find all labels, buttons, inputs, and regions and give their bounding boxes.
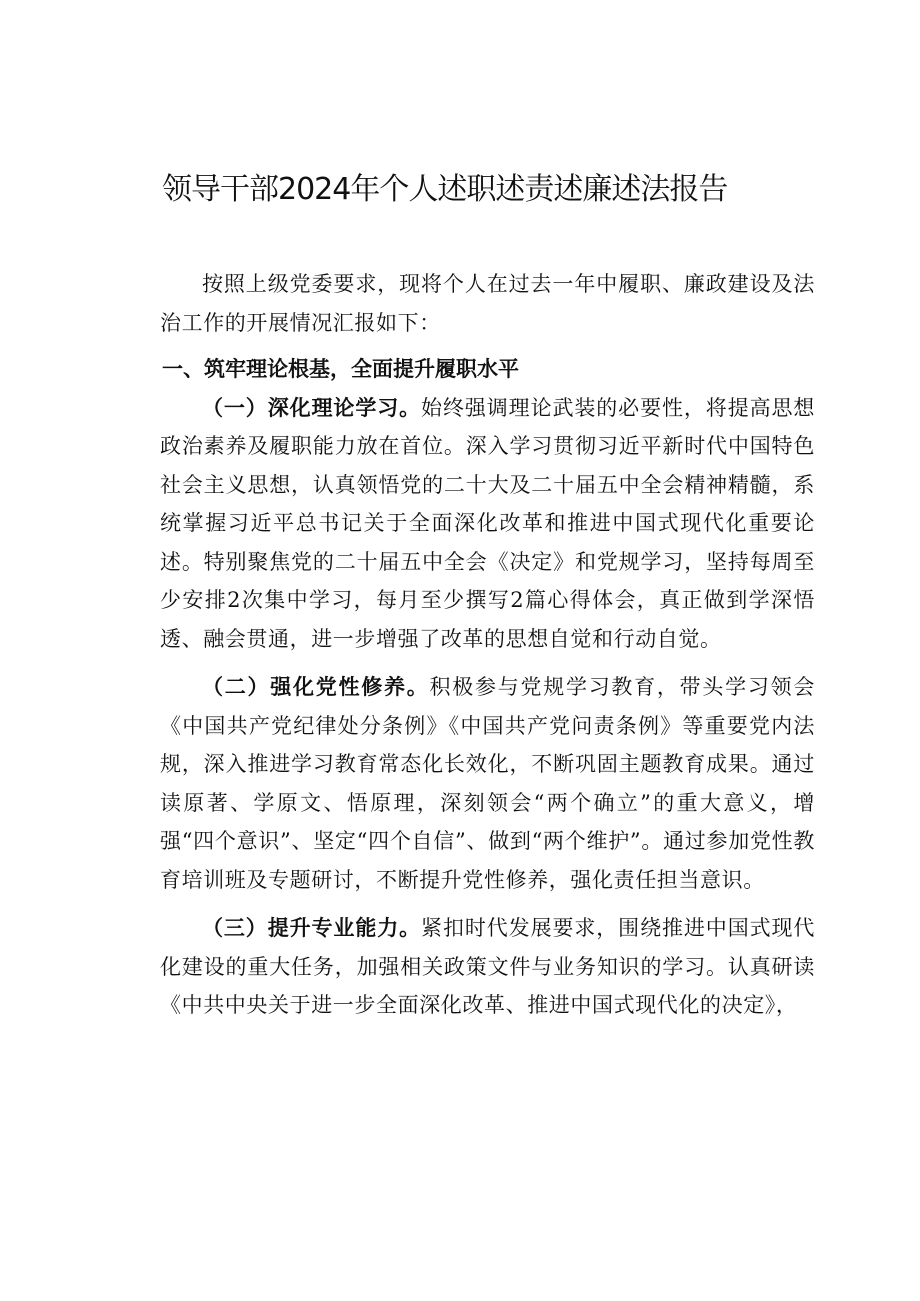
subsection-paragraph-3 <box>160 909 815 1025</box>
subsection-paragraph-2 <box>160 668 815 899</box>
document-body <box>160 265 815 1028</box>
subsection-text-2: 积极参与党规学习教育，带头学习领会《中国共产党纪律处分条例》《中国共产党问责条例》等重要党内法规，深入推进学习教育常态化长效化，不断巩固主题教育成果。通过读原著、学原文、悟原理，深刻领会“两个确立”的重大意义，增强“四个意识”、坚定“四个自信”、做到“两个维护”。通过参加党性教育培训班及专题研讨，不断提升党性修养，强化责任担当意识。 <box>160 675 816 892</box>
subsection-lead-1: （一）深化理论学习。 <box>202 394 422 420</box>
subsection-lead-2: （二）强化党性修养。 <box>202 674 430 699</box>
subsection-lead-3: （三）提升专业能力。 <box>202 915 422 940</box>
document-title: 领导干部2024年个人述职述责述廉述法报告 <box>162 172 728 207</box>
subsection-paragraph-1 <box>160 389 815 659</box>
subsection-text-3: 紧扣时代发展要求，围绕推进中国式现代化建设的重大任务，加强相关政策文件与业务知识的学习。认真研读《中共中央关于进一步全面深化改革、推进中国式现代化的决定》， <box>160 916 816 1017</box>
intro-paragraph: 按照上级党委要求，现将个人在过去一年中履职、廉政建设及法治工作的开展情况汇报如下： <box>160 272 815 335</box>
subsection-text-1: 始终强调理论武装的必要性，将提高思想政治素养及履职能力放在首位。深入学习贯彻习近平新时代中国特色社会主义思想，认真领悟党的二十大及二十届五中全会精神精髓，系统掌握习近平总书记关于全面深化改革和推进中国式现代化重要论述。特别聚焦党的二十届五中全会《决定》和党规学习，坚持每周至少安排2次集中学习，每月至少撰写2篇心得体会，真正做到学深悟透、融会贯通，进一步增强了改革的思想自觉和行动自觉。 <box>160 395 816 651</box>
section-heading-1: 一、筑牢理论根基，全面提升履职水平 <box>162 356 519 381</box>
